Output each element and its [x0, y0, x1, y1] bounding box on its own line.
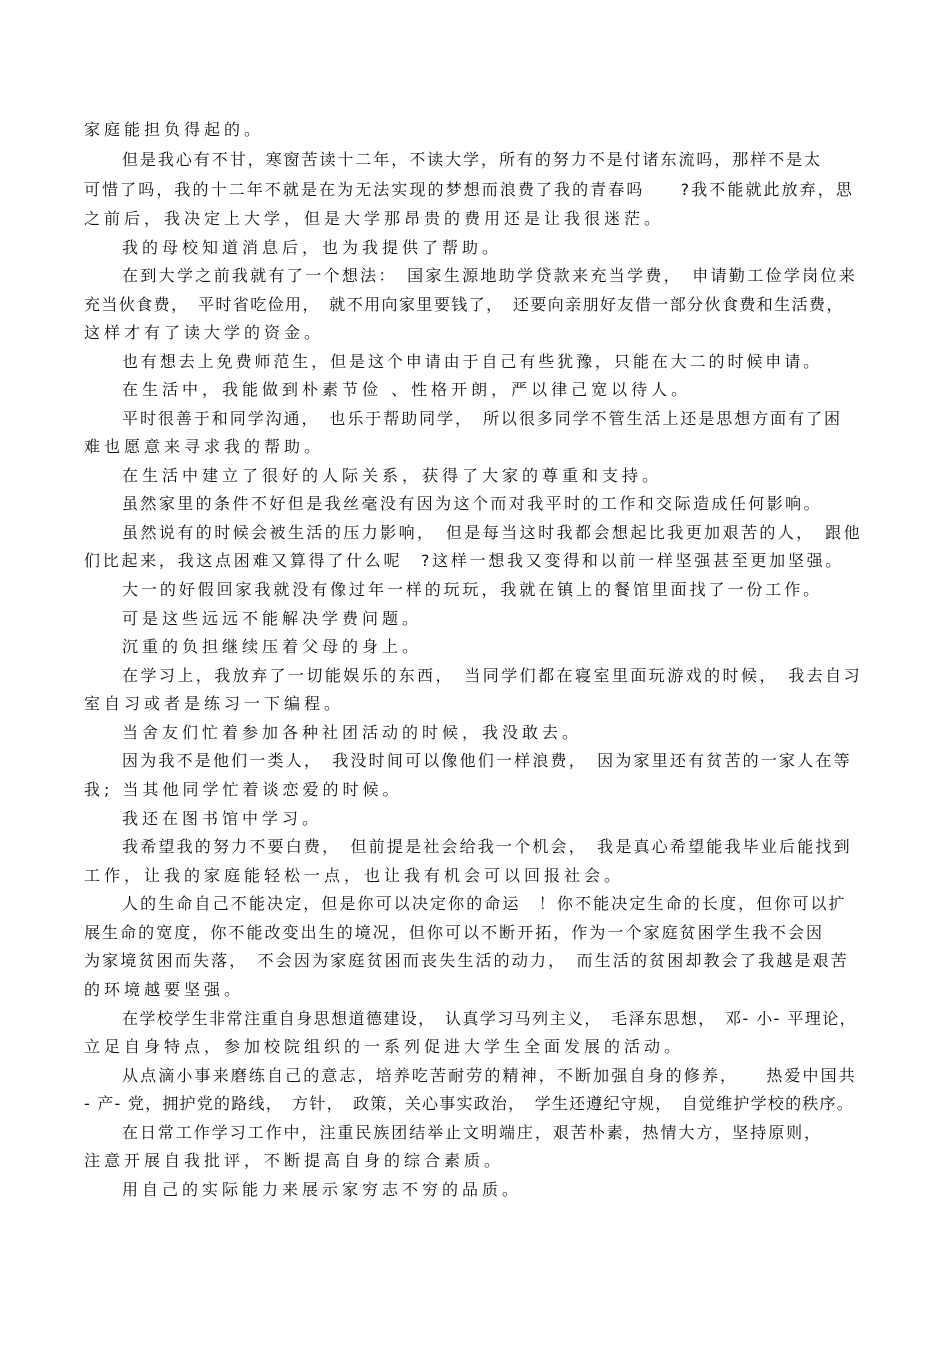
text-line: 的环境越要坚强。	[84, 980, 245, 999]
text-line: 之前后，我决定上大学，但是大学那昂贵的费用还是让我很迷茫。	[84, 209, 665, 228]
text-line: 立足自身特点，参加校院组织的一系列促进大学生全面发展的活动。	[84, 1037, 685, 1056]
text-line: 我还在图书馆中学习。	[122, 809, 323, 828]
text-line: 充当伙食费， 平时省吃俭用， 就不用向家里要钱了， 还要向亲朋好友借一部分伙食费和生活费，	[84, 295, 844, 314]
text-line: 室自习或者是练习一下编程。	[84, 694, 345, 713]
text-line: 大一的好假回家我就没有像过年一样的玩玩，我就在镇上的餐馆里面找了一份工作。	[122, 580, 823, 599]
text-line: 我希望我的努力不要白费， 但前提是社会给我一个机会， 我是真心希望能我毕业后能找到	[122, 837, 852, 856]
text-line: 可是这些远远不能解决学费问题。	[122, 609, 423, 628]
text-line: 这样才有了读大学的资金。	[84, 323, 325, 342]
text-line: 家庭能担负得起的。	[84, 120, 265, 139]
text-line: 在到大学之前我就有了一个想法： 国家生源地助学贷款来充当学费， 申请勤工俭学岗位来	[122, 266, 858, 285]
text-line: 工作，让我的家庭能轻松一点，也让我有机会可以回报社会。	[84, 866, 625, 885]
text-line: 虽然家里的条件不好但是我丝毫没有因为这个而对我平时的工作和交际造成任何影响。	[122, 494, 822, 513]
text-line: 我的母校知道消息后，也为我提供了帮助。	[122, 238, 503, 257]
text-line: 可惜了吗，我的十二年不就是在为无法实现的梦想而浪费了我的青春吗 ?我不能就此放弃，思	[84, 180, 854, 199]
text-line: 在日常工作学习工作中，注重民族团结举止文明端庄，艰苦朴素，热情大方，坚持原则，	[122, 1123, 823, 1142]
text-line: 也有想去上免费师范生，但是这个申请由于自己有些犹豫，只能在大二的时候申请。	[122, 352, 823, 371]
text-line: 为家境贫困而失落， 不会因为家庭贫困而丧失生活的动力， 而生活的贫困却教会了我越是艰苦	[84, 951, 849, 970]
text-line: 用自己的实际能力来展示家穷志不穷的品质。	[122, 1180, 523, 1199]
text-line: 当舍友们忙着参加各种社团活动的时候，我没敢去。	[122, 723, 583, 742]
text-line: 在生活中，我能做到朴素节俭 、性格开朗，严以律己宽以待人。	[122, 380, 692, 399]
text-line: 展生命的宽度，你不能改变出生的境况，但你可以不断开拓，作为一个家庭贫困学生我不会因	[84, 923, 825, 942]
text-line: 在生活中建立了很好的人际关系，获得了大家的尊重和支持。	[122, 466, 663, 485]
text-line: 虽然说有的时候会被生活的压力影响， 但是每当这时我都会想起比我更加艰苦的人， 跟他	[122, 523, 863, 542]
text-line: 从点滴小事来磨练自己的意志，培养吃苦耐劳的精神，不断加强自身的修养， 热爱中国共	[122, 1066, 857, 1085]
text-line: 但是我心有不甘，寒窗苦读十二年，不读大学，所有的努力不是付诸东流吗，那样不是太	[122, 150, 823, 169]
text-line: 难也愿意来寻求我的帮助。	[84, 437, 325, 456]
text-line: 平时很善于和同学沟通， 也乐于帮助同学， 所以很多同学不管生活上还是思想方面有了困	[122, 409, 842, 428]
text-line: 因为我不是他们一类人， 我没时间可以像他们一样浪费， 因为家里还有贫苦的一家人在等	[122, 751, 852, 770]
text-line: 我; 当其他同学忙着谈恋爱的时候。	[84, 780, 403, 799]
text-line: 沉重的负担继续压着父母的身上。	[122, 637, 423, 656]
text-line: 人的生命自己不能决定，但是你可以决定你的命运 ！你不能决定生命的长度，但你可以扩	[122, 894, 847, 913]
text-line: 们比起来，我这点困难又算得了什么呢 ?这样一想我又变得和以前一样坚强甚至更加坚强。	[84, 551, 845, 570]
text-line: 在学习上，我放弃了一切能娱乐的东西， 当同学们都在寝室里面玩游戏的时候， 我去自习	[122, 666, 863, 685]
text-line: 注意开展自我批评，不断提高自身的综合素质。	[84, 1151, 505, 1170]
text-line: 在学校学生非常注重自身思想道德建设， 认真学习马列主义， 毛泽东思想， 邓- 小- 平理论，	[122, 1009, 858, 1028]
text-line: - 产- 党，拥护党的路线， 方针， 政策，关心事实政治， 学生还遵纪守规， 自觉维护学校的秩序。	[84, 1094, 854, 1113]
